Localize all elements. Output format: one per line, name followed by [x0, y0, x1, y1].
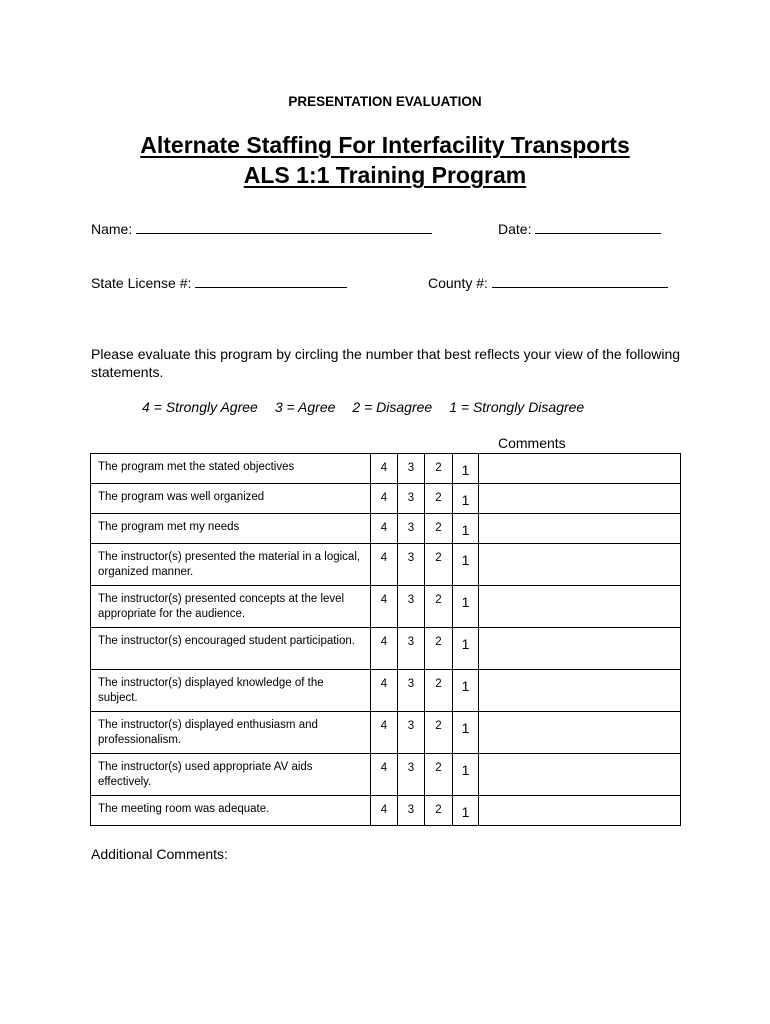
- name-label: Name:: [91, 221, 133, 237]
- rating-option-2[interactable]: 2: [425, 712, 453, 754]
- form-title-line1: Alternate Staffing For Interfacility Transports: [140, 132, 630, 158]
- rating-option-3[interactable]: 3: [398, 754, 425, 796]
- rating-option-1[interactable]: 1: [453, 754, 479, 796]
- county-label: County #:: [428, 275, 488, 291]
- rating-option-2[interactable]: 2: [425, 454, 453, 484]
- rating-option-4[interactable]: 4: [371, 586, 398, 628]
- statement-cell: The instructor(s) presented concepts at the level appropriate for the audience.: [91, 586, 371, 628]
- rating-option-3[interactable]: 3: [398, 544, 425, 586]
- rating-option-3[interactable]: 3: [398, 586, 425, 628]
- form-title-line2: ALS 1:1 Training Program: [243, 162, 527, 188]
- rating-option-1[interactable]: 1: [453, 586, 479, 628]
- comment-cell[interactable]: [479, 628, 681, 670]
- rating-option-2[interactable]: 2: [425, 586, 453, 628]
- statement-cell: The instructor(s) encouraged student participation.: [91, 628, 371, 670]
- rating-option-2[interactable]: 2: [425, 544, 453, 586]
- table-row: [91, 454, 681, 484]
- form-eyebrow: PRESENTATION EVALUATION: [288, 94, 482, 109]
- rating-option-4[interactable]: 4: [371, 484, 398, 514]
- rating-option-3[interactable]: 3: [398, 796, 425, 826]
- county-field[interactable]: [428, 275, 668, 291]
- rating-option-3[interactable]: 3: [398, 712, 425, 754]
- rating-option-1[interactable]: 1: [453, 628, 479, 670]
- table-row: [91, 670, 681, 712]
- comment-cell[interactable]: [479, 544, 681, 586]
- state-license-input-line[interactable]: [195, 275, 347, 288]
- statement-cell: The instructor(s) displayed knowledge of the subject.: [91, 670, 371, 712]
- rating-option-3[interactable]: 3: [398, 484, 425, 514]
- rating-option-1[interactable]: 1: [453, 514, 479, 544]
- rating-option-4[interactable]: 4: [371, 712, 398, 754]
- rating-option-1[interactable]: 1: [453, 712, 479, 754]
- rating-option-4[interactable]: 4: [371, 754, 398, 796]
- name-field[interactable]: [91, 221, 432, 237]
- instructions-text: Please evaluate this program by circling the number that best reflects your view of the following statements.: [91, 346, 681, 380]
- date-label: Date:: [498, 221, 532, 237]
- rating-option-2[interactable]: 2: [425, 670, 453, 712]
- statement-cell: The program met the stated objectives: [91, 454, 371, 484]
- rating-option-2[interactable]: 2: [425, 754, 453, 796]
- statement-cell: The instructor(s) presented the material in a logical, organized manner.: [91, 544, 371, 586]
- rating-option-3[interactable]: 3: [398, 628, 425, 670]
- rating-option-4[interactable]: 4: [371, 514, 398, 544]
- rating-option-4[interactable]: 4: [371, 454, 398, 484]
- comment-cell[interactable]: [479, 586, 681, 628]
- rating-option-2[interactable]: 2: [425, 484, 453, 514]
- comment-cell[interactable]: [479, 754, 681, 796]
- date-field[interactable]: [498, 221, 661, 237]
- table-row: [91, 484, 681, 514]
- table-row: [91, 712, 681, 754]
- comment-cell[interactable]: [479, 796, 681, 826]
- statement-cell: The program met my needs: [91, 514, 371, 544]
- rating-option-2[interactable]: 2: [425, 514, 453, 544]
- rating-option-4[interactable]: 4: [371, 670, 398, 712]
- table-row: [91, 628, 681, 670]
- rating-option-1[interactable]: 1: [453, 484, 479, 514]
- rating-option-3[interactable]: 3: [398, 514, 425, 544]
- comment-cell[interactable]: [479, 454, 681, 484]
- table-row: [91, 796, 681, 826]
- table-row: [91, 514, 681, 544]
- scale-strongly-disagree: 1 = Strongly Disagree: [449, 399, 585, 415]
- statement-cell: The instructor(s) used appropriate AV aids effectively.: [91, 754, 371, 796]
- rating-option-1[interactable]: 1: [453, 454, 479, 484]
- comment-cell[interactable]: [479, 712, 681, 754]
- scale-strongly-agree: 4 = Strongly Agree: [142, 399, 258, 415]
- rating-option-4[interactable]: 4: [371, 796, 398, 826]
- rating-option-3[interactable]: 3: [398, 670, 425, 712]
- rating-option-1[interactable]: 1: [453, 670, 479, 712]
- comment-cell[interactable]: [479, 514, 681, 544]
- statement-cell: The program was well organized: [91, 484, 371, 514]
- rating-option-2[interactable]: 2: [425, 628, 453, 670]
- county-input-line[interactable]: [492, 275, 668, 288]
- table-row: [91, 586, 681, 628]
- date-input-line[interactable]: [535, 221, 661, 234]
- scale-disagree: 2 = Disagree: [352, 399, 433, 415]
- rating-option-2[interactable]: 2: [425, 796, 453, 826]
- state-license-label: State License #:: [91, 275, 192, 291]
- table-row: [91, 544, 681, 586]
- comment-cell[interactable]: [479, 484, 681, 514]
- comment-cell[interactable]: [479, 670, 681, 712]
- rating-option-1[interactable]: 1: [453, 544, 479, 586]
- state-license-field[interactable]: [91, 275, 347, 291]
- table-row: [91, 754, 681, 796]
- rating-option-1[interactable]: 1: [453, 796, 479, 826]
- rating-scale-legend: [142, 399, 601, 415]
- statement-cell: The instructor(s) displayed enthusiasm and professionalism.: [91, 712, 371, 754]
- additional-comments-label: Additional Comments:: [91, 846, 228, 862]
- name-input-line[interactable]: [136, 221, 432, 234]
- rating-option-3[interactable]: 3: [398, 454, 425, 484]
- rating-option-4[interactable]: 4: [371, 544, 398, 586]
- evaluation-table: [90, 453, 681, 826]
- rating-option-4[interactable]: 4: [371, 628, 398, 670]
- scale-agree: 3 = Agree: [274, 399, 336, 415]
- comments-column-header: Comments: [498, 435, 566, 451]
- statement-cell: The meeting room was adequate.: [91, 796, 371, 826]
